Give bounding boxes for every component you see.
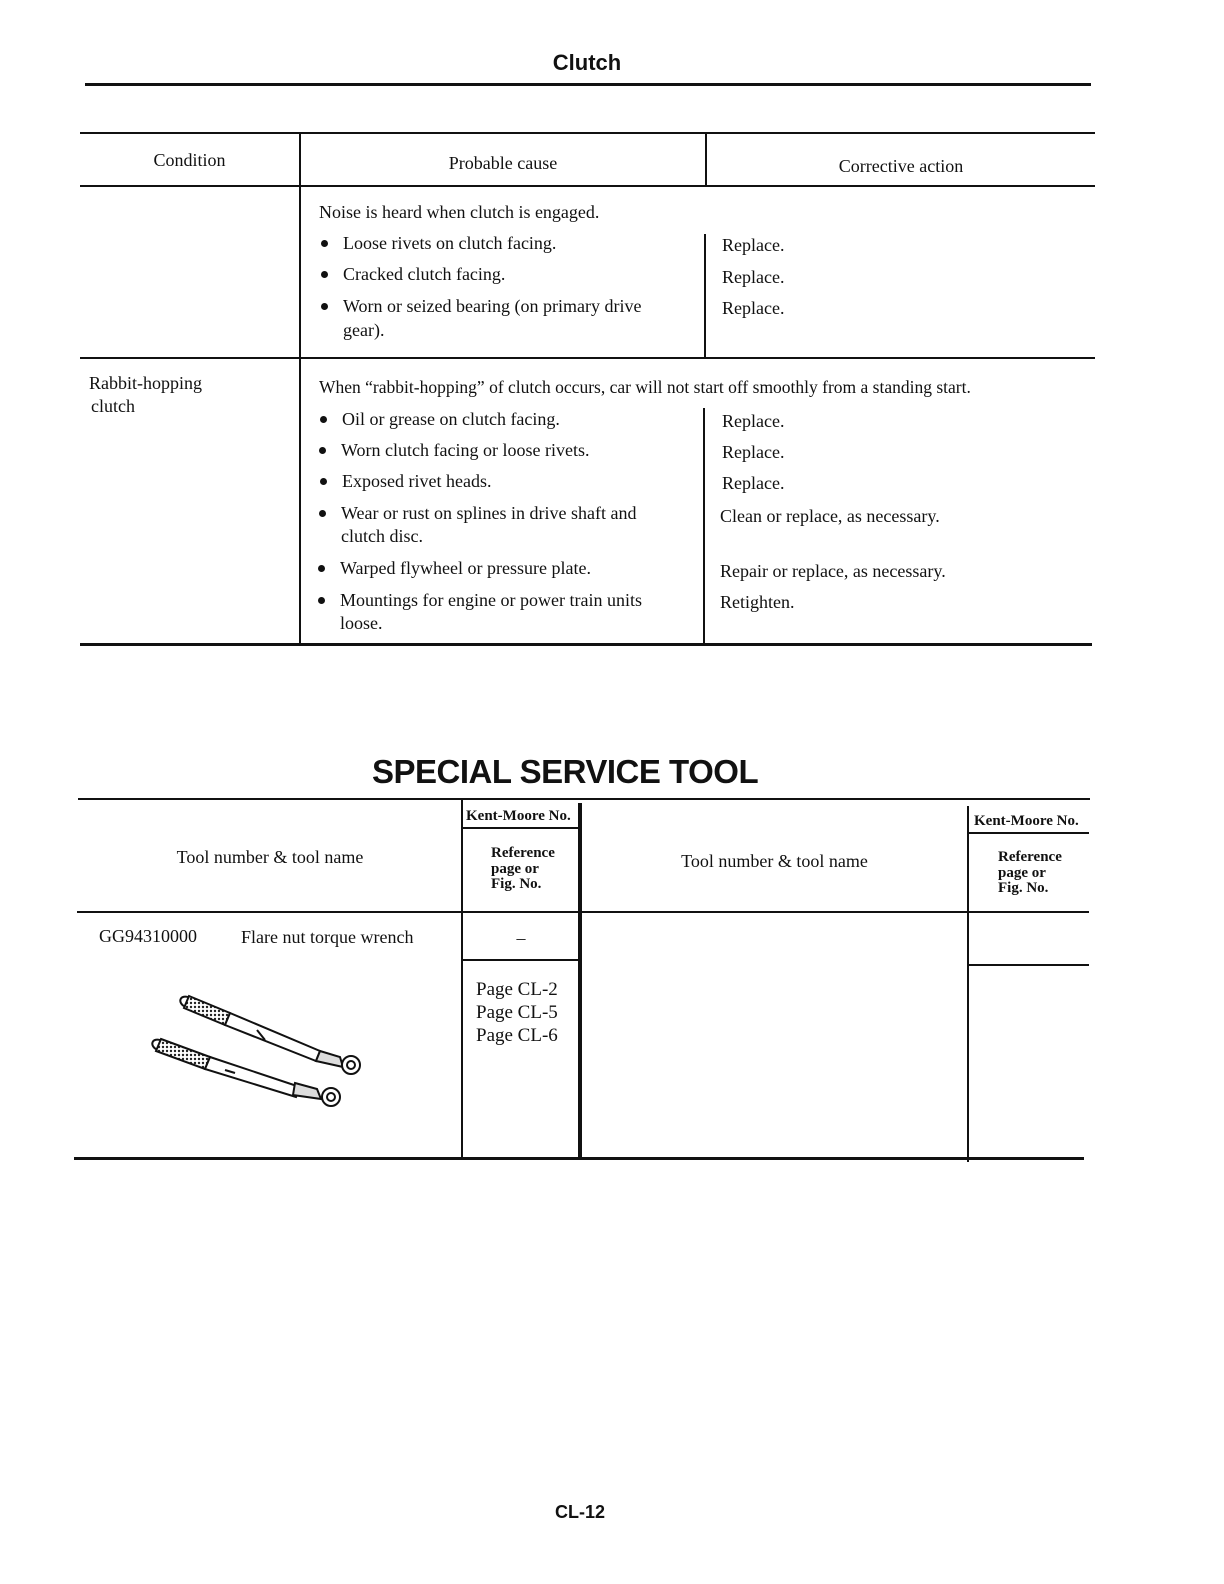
reference-page: Page CL-5 [476,1002,558,1023]
tool-table-header-rule [77,911,1089,913]
torque-wrench-illustration [145,985,370,1110]
tool-col-divider-3 [967,806,969,1162]
tool-col-divider-1 [461,799,463,1159]
noise-intro: Noise is heard when clutch is engaged. [319,202,600,222]
cause-item: Oil or grease on clutch facing. [342,409,560,429]
table-col-divider-2-noise [704,234,706,358]
action-item: Replace. [722,473,785,493]
reference-header-left-line2: page or [491,861,539,877]
tool-number: GG94310000 [99,926,197,946]
cause-item-continuation: loose. [340,613,383,633]
col-header-condition: Condition [153,150,226,170]
reference-header-right-line3: Fig. No. [998,880,1049,896]
tool-reference-list [476,978,558,1047]
cause-item-continuation: clutch disc. [341,526,423,546]
condition-rabbit-hopping-continuation: clutch [91,396,135,416]
condition-rabbit-hopping: Rabbit-hopping [89,373,202,393]
cause-item: Wear or rust on splines in drive shaft and [341,503,637,523]
cause-item-continuation: gear). [343,320,385,340]
cause-item: Loose rivets on clutch facing. [343,233,557,253]
cause-item: Warped flywheel or pressure plate. [340,558,591,578]
kent-moore-value-rule-right [969,964,1089,966]
col-header-corrective-action: Corrective action [838,156,964,176]
header-rule [85,83,1091,86]
action-item: Replace. [722,298,785,318]
action-item: Clean or replace, as necessary. [720,506,940,526]
section-title: SPECIAL SERVICE TOOL [372,753,759,790]
action-item: Replace. [722,411,785,431]
cause-item: Mountings for engine or power train units [340,590,642,610]
table-bottom-rule [80,643,1092,646]
kent-moore-value-rule-left [463,959,581,961]
table-col-divider-2-rabbit [703,408,705,645]
reference-header-left-line3: Fig. No. [491,876,542,892]
page-number: CL-12 [555,1502,606,1522]
cause-item: Exposed rivet heads. [342,471,492,491]
tool-table-top-rule [78,798,1090,800]
action-item: Repair or replace, as necessary. [720,561,946,581]
cause-item: Worn clutch facing or loose rivets. [341,440,590,460]
table-col-divider-1 [299,132,301,645]
reference-header-right-line2: page or [998,865,1046,881]
table-top-rule [80,132,1095,134]
kent-moore-header-right: Kent-Moore No. [974,813,1079,829]
action-item: Replace. [722,442,785,462]
table-header-rule [80,185,1095,187]
kent-moore-box-bottom-left [463,827,581,829]
reference-page: Page CL-2 [476,979,558,1000]
table-row-divider [80,357,1095,359]
tool-col-header-right: Tool number & tool name [681,851,868,871]
tool-col-header-left: Tool number & tool name [176,847,364,867]
kent-moore-header-left: Kent-Moore No. [466,808,571,824]
action-item: Replace. [722,267,785,287]
rabbit-intro: When “rabbit-hopping” of clutch occurs, car will not start off smoothly from a standing start. [319,377,971,397]
reference-header-left: Reference [491,845,555,861]
page-title: Clutch [552,50,622,75]
reference-header-right: Reference [998,849,1062,865]
tool-kent-moore-value: – [516,928,526,948]
action-item: Retighten. [720,592,795,612]
tool-name: Flare nut torque wrench [241,927,414,947]
col-header-probable-cause: Probable cause [448,153,558,173]
cause-item: Worn or seized bearing (on primary drive [343,296,642,316]
action-item: Replace. [722,235,785,255]
kent-moore-box-bottom-right [969,832,1089,834]
cause-item: Cracked clutch facing. [343,264,506,284]
reference-page: Page CL-6 [476,1025,558,1046]
